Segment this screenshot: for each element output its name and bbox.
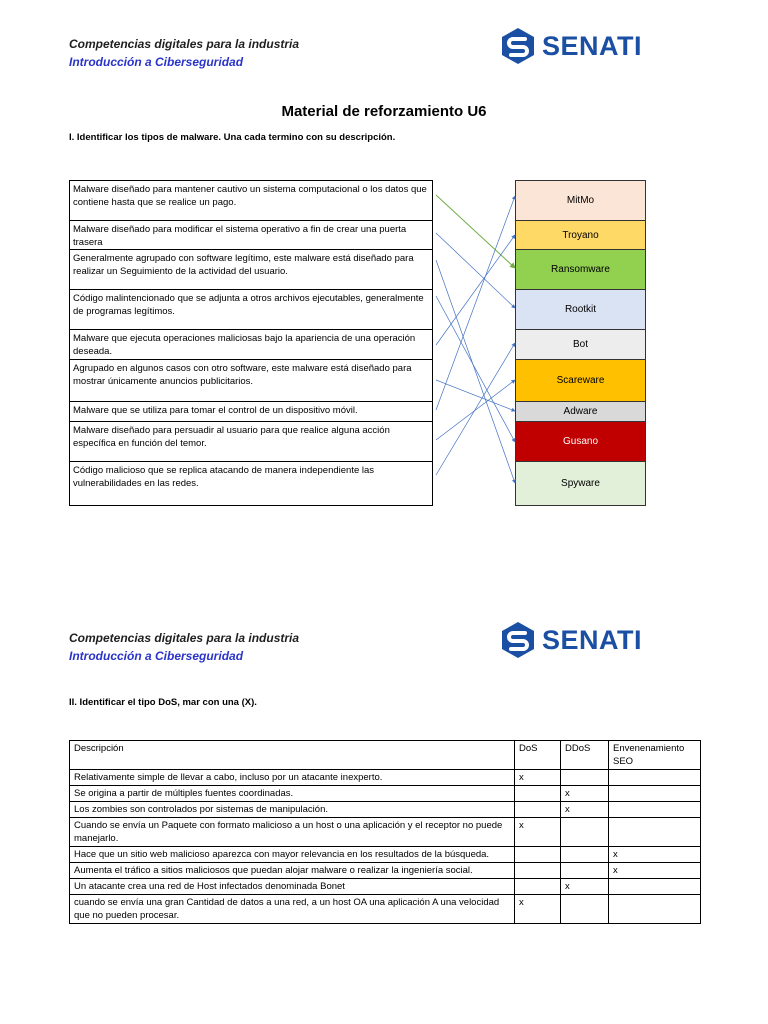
row-description: Relativamente simple de llevar a cabo, incluso por un atacante inexperto.	[70, 770, 515, 786]
row-dos	[515, 847, 561, 863]
section2-instruction: II. Identificar el tipo DoS, mar con una (X).	[69, 697, 257, 708]
row-ddos	[561, 847, 609, 863]
row-ddos: x	[561, 786, 609, 802]
malware-description: Código malintencionado que se adjunta a otros archivos ejecutables, generalmente de programas legítimos.	[69, 289, 433, 329]
row-description: cuando se envía una gran Cantidad de datos a una red, a un host OA una aplicación A una velocidad que no pueden procesar.	[70, 895, 515, 924]
malware-term: Ransomware	[515, 249, 646, 289]
row-dos	[515, 802, 561, 818]
row-ddos	[561, 895, 609, 924]
malware-description: Código malicioso que se replica atacando de manera independiente las vulnerabilidades en las redes.	[69, 461, 433, 505]
malware-term: Bot	[515, 329, 646, 359]
col-header-ddos: DDoS	[561, 741, 609, 770]
row-dos	[515, 863, 561, 879]
table-row	[70, 863, 701, 879]
table-row	[70, 818, 701, 847]
row-seo	[609, 818, 701, 847]
row-ddos: x	[561, 802, 609, 818]
malware-description: Malware que se utiliza para tomar el control de un dispositivo móvil.	[69, 401, 433, 421]
connector-line	[436, 296, 515, 442]
page-title: Material de reforzamiento U6	[281, 103, 487, 120]
malware-term: Rootkit	[515, 289, 646, 329]
col-header-seo: Envenenamiento SEO	[609, 741, 701, 770]
dos-table	[69, 740, 701, 924]
row-seo	[609, 879, 701, 895]
malware-term: Scareware	[515, 359, 646, 401]
row-dos	[515, 879, 561, 895]
row-seo	[609, 786, 701, 802]
section1-instruction: I. Identificar los tipos de malware. Una cada termino con su descripción.	[69, 132, 396, 143]
table-row	[70, 802, 701, 818]
logo-text: SENATI	[542, 30, 643, 61]
row-ddos	[561, 863, 609, 879]
row-seo	[609, 770, 701, 786]
table-row	[70, 770, 701, 786]
row-description: Se origina a partir de múltiples fuentes coordinadas.	[70, 786, 515, 802]
row-ddos	[561, 818, 609, 847]
malware-term: Spyware	[515, 461, 646, 505]
row-seo	[609, 895, 701, 924]
row-seo	[609, 802, 701, 818]
row-ddos	[561, 770, 609, 786]
row-seo: x	[609, 847, 701, 863]
row-description: Los zombies son controlados por sistemas de manipulación.	[70, 802, 515, 818]
connector-line	[436, 380, 515, 440]
row-ddos: x	[561, 879, 609, 895]
malware-term: MitMo	[515, 180, 646, 220]
connector-line	[436, 343, 515, 475]
logo-text: SENATI	[542, 624, 643, 655]
header-course-title: Competencias digitales para la industria	[69, 37, 300, 51]
table-row	[70, 895, 701, 924]
header2-module-title: Introducción a Ciberseguridad	[69, 649, 244, 663]
malware-description: Malware diseñado para persuadir al usuario para que realice alguna acción específica en función del temor.	[69, 421, 433, 461]
row-description: Hace que un sitio web malicioso aparezca con mayor relevancia en los resultados de la búsqueda.	[70, 847, 515, 863]
row-dos: x	[515, 818, 561, 847]
malware-description: Malware diseñado para mantener cautivo un sistema computacional o los datos que contiene hasta que se realice un pago.	[69, 180, 433, 220]
connector-line	[436, 233, 515, 308]
malware-description: Malware diseñado para modificar el sistema operativo a fin de crear una puerta trasera	[69, 220, 433, 249]
connector-line	[436, 380, 515, 411]
malware-term: Gusano	[515, 421, 646, 461]
senati-logo-icon	[498, 620, 538, 660]
malware-description: Agrupado en algunos casos con otro software, este malware está diseñado para mostrar únicamente anuncios publicitarios.	[69, 359, 433, 401]
row-dos: x	[515, 895, 561, 924]
malware-description: Generalmente agrupado con software legítimo, este malware está diseñado para realizar un Seguimiento de la actividad del usuario.	[69, 249, 433, 289]
connector-line	[436, 260, 515, 483]
col-header-dos: DoS	[515, 741, 561, 770]
header-module-title: Introducción a Ciberseguridad	[69, 55, 244, 69]
connector-line	[436, 195, 515, 268]
col-header-description: Descripción	[70, 741, 515, 770]
connector-line	[436, 235, 515, 345]
senati-logo-2	[498, 620, 642, 660]
row-dos: x	[515, 770, 561, 786]
table-row	[70, 879, 701, 895]
row-seo: x	[609, 863, 701, 879]
table-row	[70, 847, 701, 863]
malware-description: Malware que ejecuta operaciones maliciosas bajo la apariencia de una operación deseada.	[69, 329, 433, 359]
table-header-row	[70, 741, 701, 770]
row-description: Aumenta el tráfico a sitios maliciosos que puedan alojar malware o realizar la ingeniería social.	[70, 863, 515, 879]
table-row	[70, 786, 701, 802]
row-description: Un atacante crea una red de Host infectados denominada Bonet	[70, 879, 515, 895]
malware-term: Adware	[515, 401, 646, 421]
header2-course-title: Competencias digitales para la industria	[69, 631, 300, 645]
row-dos	[515, 786, 561, 802]
connector-line	[436, 196, 515, 410]
row-description: Cuando se envía un Paquete con formato malicioso a un host o una aplicación y el receptor no puede manejarlo.	[70, 818, 515, 847]
malware-term: Troyano	[515, 220, 646, 249]
